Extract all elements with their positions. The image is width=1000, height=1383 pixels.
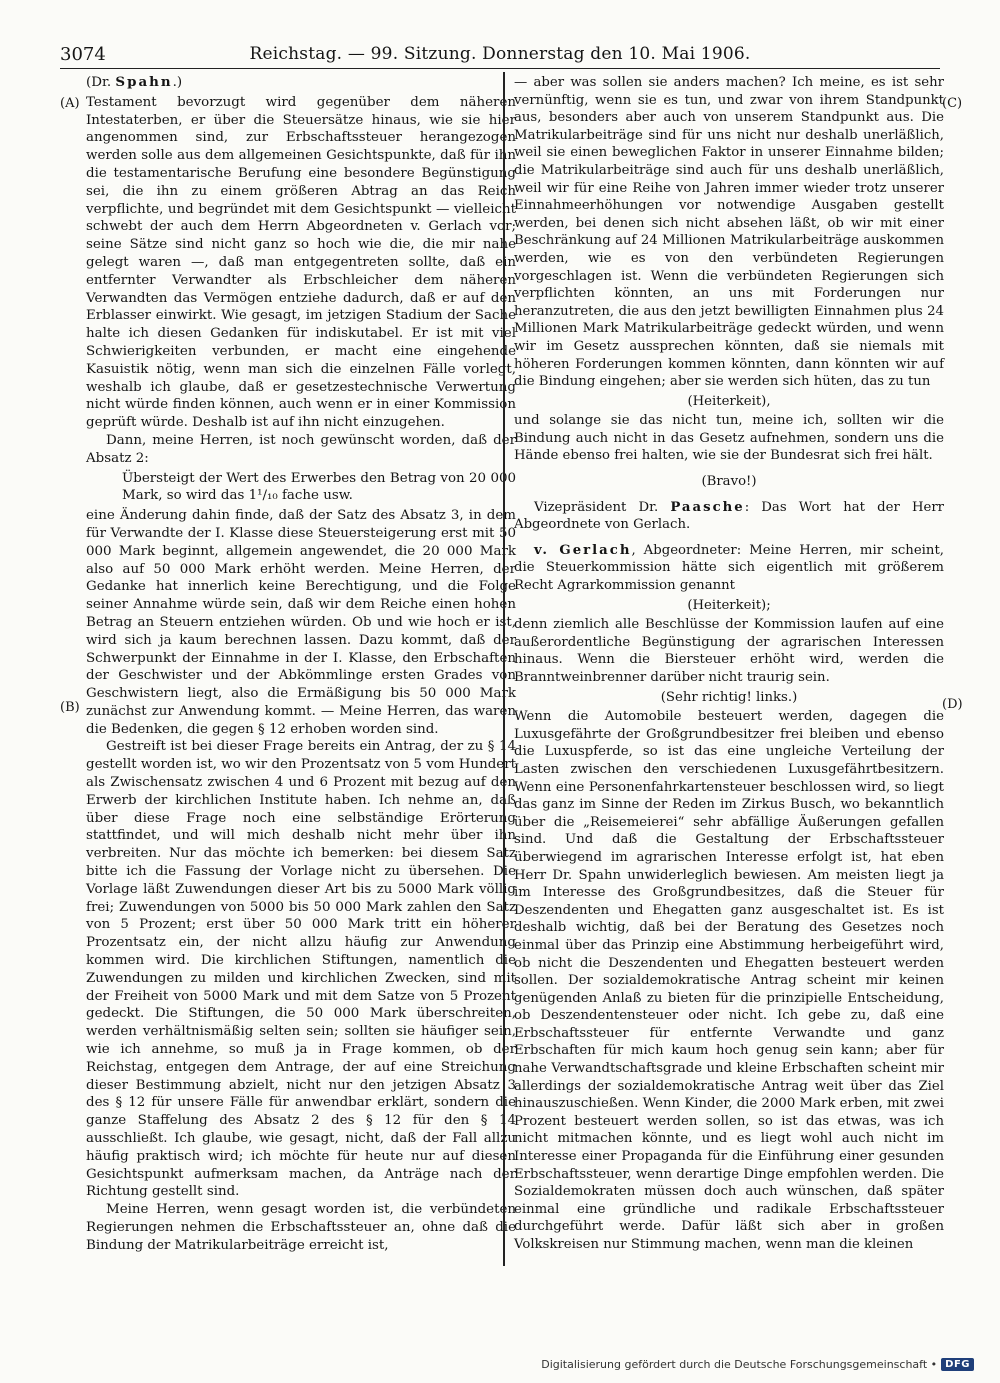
running-head: Reichstag. — 99. Sitzung. Donnerstag den 10. Mai 1906. <box>249 44 751 64</box>
right-column <box>514 74 944 1254</box>
interjection: (Heiterkeit); <box>687 597 771 613</box>
page-number: 3074 <box>60 44 106 65</box>
paragraph: Wenn die Automobile besteuert werden, dagegen die Luxusgefährte der Großgrundbesitzer frei bleiben und ebenso die Luxuspferde, so ist das eine ungleiche Verteilung der Lasten zwischen den verschiedenen Luxusgefährtbesitzern. Wenn eine Personenfahrkartensteuer beschlossen wird, so liegt das ganz im Sinne der Reden im Zirkus Busch, wo bekanntlich über die „Reisemeierei“ sehr abfällige Äußerungen gefallen sind. Und daß die Gestaltung der Erbschaftssteuer überwiegend im agrarischen Interesse erfolgt ist, hat eben Herr Dr. Spahn unwiderleglich bewiesen. Am meisten liegt ja im Interesse des Großgrundbesitzes, daß die Steuer für Deszendenten und Ehegatten ganz ausgeschaltet ist. Es ist deshalb wichtig, daß bei der Beratung des Gesetzes noch einmal über das Prinzip eine Abstimmung herbeigeführt wird, ob nicht die Deszendenten und Ehegatten besteuert werden sollen. Der sozialdemokratische Antrag scheint mir keinen genügenden Anlaß zu bieten für die prinzipielle Entscheidung, ob Deszendentensteuer oder nicht. Ich gebe zu, daß eine Erbschaftssteuer für entfernte Verwandte und ganz Erbschaften für mich kaum hoch genug sein kann; aber für nahe Verwandtschaftsgrade und kleine Erbschaften scheint mir allerdings der sozialdemokratische Antrag weit über das Ziel hinauszuschießen. Wenn Kinder, die 2000 Mark erben, mit zwei Prozent besteuert werden sollen, so ist das etwas, was ich nicht mitmachen könnte, und es liegt wohl auch nicht im Interesse einer Propaganda für die Einführung einer gesunden Erbschaftssteuer, wenn derartige Dinge empfohlen werden. Die Sozialdemokraten müssen doch auch wünschen, daß später einmal eine gründliche und radikale Erbschaftssteuer durchgeführt werde. Dafür läßt sich aber in großen Volkskreisen nur Stimmung machen, wenn man die kleinen <box>514 709 944 1252</box>
speaker-name: Paasche <box>670 499 745 515</box>
paragraph: und solange sie das nicht tun, meine ich, sollten wir die Bindung auch nicht in das Gesetz aufnehmen, sondern uns die Hände ebenso frei halten, wie sie der Bundesrat sich frei hält. <box>514 413 944 464</box>
column-divider <box>503 72 505 1266</box>
margin-marker-a: (A) <box>60 96 80 111</box>
paragraph: denn ziemlich alle Beschlüsse der Kommission laufen auf eine außerordentliche Begünstigung der agrarischen Interessen hinaus. Wenn die Biersteuer erhöht wird, werden die Branntweinbrenner darüber nicht traurig sein. <box>514 617 944 685</box>
footer-text: Digitalisierung gefördert durch die Deutsche Forschungsgemeinschaft • <box>541 1358 938 1371</box>
interjection: (Bravo!) <box>701 474 757 490</box>
paragraph: Meine Herren, wenn gesagt worden ist, die verbündeten Regierungen nehmen die Erbschaftssteuer an, ohne daß die Bindung der Matrikularbeiträge erreicht ist, <box>86 1202 516 1253</box>
page-header <box>60 42 940 69</box>
paragraph: Testament bevorzugt wird gegenüber dem näheren Intestaterben, er über die Steuersätze hinaus, wie sie hier angenommen sind, zur Erbschaftssteuer herangezogen werden solle aus dem allgemeinen Gesichtspunkte, daß für ihn die testamentarische Berufung eine besondere Begünstigung sei, die ihn zu einem größeren Abtrag an das Reich verpflichte, und begründet mit dem Gesichtspunkt — vielleicht schwebt der auch dem Herrn Abgeordneten v. Gerlach vor; seine Sätze sind nicht ganz so hoch wie die, die mir nahe gelegt waren —, daß man entgegentreten sollte, daß ein entfernter Verwandter als Erbschleicher dem näheren Verwandten das Vermögen entziehe dadurch, daß er auf den Erblasser einwirkt. Wie gesagt, im jetzigen Stadium der Sache halte ich diesen Gedanken für indiskutabel. Er ist mit viel Schwierigkeiten verbunden, er macht eine eingehende Kasuistik nötig, wenn man sich die einzelnen Fälle vorlegt, weshalb ich glaube, daß er gesetzestechnische Verwertung nicht würde finden können, auch wenn er in einer Kommission geprüft würde. Deshalb ist auf ihn nicht einzugehen. <box>86 94 516 431</box>
speaker-paragraph <box>514 542 944 595</box>
speaker-name: v. Gerlach <box>534 542 632 558</box>
speaker-reference <box>86 74 516 92</box>
paragraph: Gestreift ist bei dieser Frage bereits ein Antrag, der zu § 14 gestellt worden ist, wo wir den Prozentsatz von 5 vom Hundert als Zwischensatz zwischen 4 und 6 Prozent mit bezug auf den Erwerb der kirchlichen Institute haben. Ich nehme an, daß über diese Frage noch eine selbständige Erörterung stattfindet, und will mich deshalb nicht mehr über ihn verbreiten. Nur das möchte ich bemerken: bei diesem Satz bitte ich die Fassung der Vorlage nicht zu übersehen. Die Vorlage läßt Zuwendungen dieser Art bis zu 5000 Mark völlig frei; Zuwendungen von 5000 bis 50 000 Mark zahlen den Satz von 5 Prozent; erst über 50 000 Mark tritt ein höherer Prozentsatz ein, der nicht allzu häufig zur Anwendung kommen wird. Die kirchlichen Stiftungen, namentlich die Zuwendungen zu milden und kirchlichen Zwecken, sind mit der Freiheit von 5000 Mark und mit dem Satze von 5 Prozent gedeckt. Die Stiftungen, die 50 000 Mark überschreiten, werden verhältnismäßig selten sein; sollten sie häufiger sein, wie ich annehme, so muß ja in Frage kommen, ob der Reichstag, entgegen dem Antrage, der auf eine Streichung dieser Bestimmung abzielt, nicht nur den jetzigen Absatz 3 des § 12 für unsere Fälle für anwendbar erklärt, sondern die ganze Staffelung des Absatz 2 des § 12 für den § 14 ausschließt. Ich glaube, wie gesagt, nicht, daß der Fall allzu häufig praktisch wird; ich möchte für heute nur auf diesen Gesichtspunkt aufmerksam machen, da Anträge nach der Richtung gestellt sind. <box>86 739 516 1200</box>
speaker-text: : Das Wort hat der Herr Abgeordnete von Gerlach. <box>514 499 945 533</box>
paragraph: Dann, meine Herren, ist noch gewünscht worden, daß der Absatz 2: <box>86 432 516 466</box>
margin-marker-c: (C) <box>942 96 963 111</box>
quoted-clause: Übersteigt der Wert des Erwerbes den Betrag von 20 000 Mark, so wird das 1¹/₁₀ fache usw. <box>122 470 516 504</box>
speaker-ref-prefix: (Dr. <box>86 75 116 90</box>
interjection: (Heiterkeit), <box>687 393 771 409</box>
speaker-ref-name: Spahn <box>115 74 173 90</box>
digitization-footer <box>541 1358 974 1371</box>
left-column <box>86 74 516 1255</box>
margin-marker-b: (B) <box>60 700 80 715</box>
speaker-text: , Abgeordneter: Meine Herren, mir scheint, die Steuerkommission hätte sich eigentlich mit größerem Recht Agrarkommission genannt <box>514 542 944 594</box>
interjection: (Sehr richtig! links.) <box>660 689 798 705</box>
speaker-ref-suffix: .) <box>172 75 183 90</box>
margin-marker-d: (D) <box>942 697 963 712</box>
paragraph: — aber was sollen sie anders machen? Ich meine, es ist sehr vernünftig, wenn sie es tun, und zwar von ihrem Standpunkt aus, besonders aber auch von unserem Standpunkt aus. Die Matrikularbeiträge sind für uns nicht nur deshalb unerläßlich, weil sie einen beweglichen Faktor in unserer Einnahme bilden; die Matrikularbeiträge sind auch für uns deshalb unerläßlich, weil wir für eine Reihe von Jahren immer wieder trotz unserer Einnahmeerhöhungen vor notwendige Ausgaben gestellt werden, bei denen sich nicht absehen läßt, ob wir mit einer Beschränkung auf 24 Millionen Matrikularbeiträge auskommen werden, wie es von den verbündeten Regierungen vorgeschlagen ist. Wenn die verbündeten Regierungen sich verpflichten könnten, an uns mit Forderungen nur heranzutreten, die aus den jetzt bewilligten Einnahmen plus 24 Millionen Mark Matrikularbeiträge gedeckt würden, und wenn wir im Gesetz aussprechen könnten, daß sie niemals mit höheren Forderungen kommen könnten, dann könnten wir auf die Bindung eingehen; aber sie werden sich hüten, das zu tun <box>514 75 944 390</box>
speaker-paragraph <box>514 499 944 534</box>
speaker-title: Vizepräsident Dr. <box>534 499 671 515</box>
paragraph: eine Änderung dahin finde, daß der Satz des Absatz 3, in dem für Verwandte der I. Klasse diese Steuersteigerung erst mit 50 000 Mark beginnt, allgemein angewendet, die 20 000 Mark also auf 50 000 Mark erhöht werden. Meine Herren, der Gedanke hat innerlich keine Berechtigung, und die Folge seiner Annahme würde sein, daß wir dem Reiche einen hohen Betrag an Steuern entziehen würden. Ob und wie hoch er ist, wird sich ja kaum berechnen lassen. Dazu kommt, daß der Schwerpunkt der Einnahme in der I. Klasse, den Erbschaften der Geschwister und der Abkömmlinge ersten Grades von Geschwistern liegt, also die Ermäßigung bis 50 000 Mark zunächst zur Anwendung kommt. — Meine Herren, das waren die Bedenken, die gegen § 12 erhoben worden sind. <box>86 508 516 737</box>
dfg-logo: DFG <box>941 1358 974 1371</box>
